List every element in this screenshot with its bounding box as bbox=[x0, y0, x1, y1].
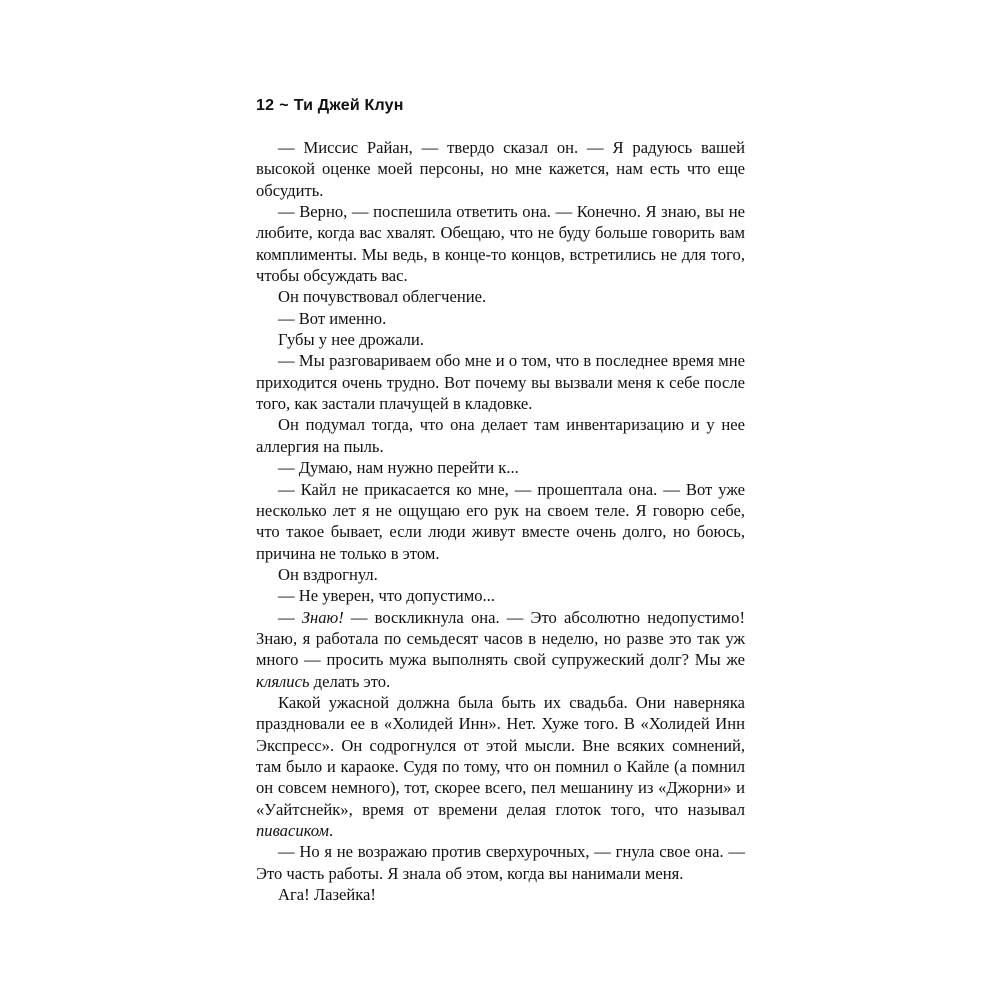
emphasis-text: пивасиком bbox=[256, 821, 330, 840]
header-separator: ~ bbox=[279, 97, 289, 114]
running-header bbox=[256, 97, 404, 115]
paragraph-text: делать это. bbox=[309, 671, 391, 691]
paragraph bbox=[256, 692, 745, 841]
paragraph: Он почувствовал облегчение. bbox=[278, 287, 487, 307]
paragraph: Ага! Лазейка! bbox=[278, 885, 376, 905]
paragraph-text: Какой ужасной должна была быть их свадьба. Они наверняка праздновали ее в «Холидей Инн». Нет. Хуже того. В «Холидей Инн Экспресс». Он содрогнулся от этой мысли. Вне всяких сомнений, там было и караоке. Судя по тому, что он помнил о Кайле (а помнил он совсем немного), тот, скорее всего, пел мешанину из «Джорни» и «Уайтснейк», время от времени делая глоток того, что называл bbox=[256, 692, 745, 819]
paragraph: — Не уверен, что допустимо... bbox=[278, 586, 495, 606]
paragraph: — Миссис Райан, — твердо сказал он. — Я радуюсь вашей высокой оценке моей персоны, но мне кажется, нам есть что еще обсудить. bbox=[256, 138, 745, 200]
paragraph: — Верно, — поспешила ответить она. — Конечно. Я знаю, вы не любите, когда вас хвалят. Обещаю, что не буду больше говорить вам комплименты. Мы ведь, в конце-то концов, встретились не для того, чтобы обсуждать вас. bbox=[256, 202, 745, 286]
body-text bbox=[256, 137, 745, 905]
page-number: 12 bbox=[256, 97, 275, 114]
paragraph: — Но я не возражаю против сверхурочных, — гнула свое она. — Это часть работы. Я знала об этом, когда вы нанимали меня. bbox=[256, 842, 745, 883]
paragraph: Он подумал тогда, что она делает там инвентаризацию и у нее аллергия на пыль. bbox=[256, 415, 745, 456]
paragraph-text: . bbox=[329, 821, 334, 840]
paragraph: — Вот именно. bbox=[278, 308, 387, 328]
emphasis-text: клялись bbox=[256, 671, 310, 691]
paragraph bbox=[256, 607, 745, 692]
header-author: Ти Джей Клун bbox=[293, 97, 404, 114]
paragraph: Губы у нее дрожали. bbox=[278, 330, 424, 350]
paragraph-text: — bbox=[278, 607, 302, 627]
paragraph: Он вздрогнул. bbox=[278, 564, 378, 584]
paragraph: — Мы разговариваем обо мне и о том, что в последнее время мне приходится очень трудно. Вот почему вы вызвали меня к себе после того, как застали плачущей в кладовке. bbox=[256, 351, 745, 414]
paragraph-text: — воскликнула она. — Это абсолютно недопустимо! Знаю, я работала по семьдесят часов в неделю, но разве это так уж много — просить мужа выполнять свой супружеский долг? Мы же bbox=[256, 607, 745, 670]
paragraph: — Думаю, нам нужно перейти к... bbox=[278, 458, 519, 478]
emphasis-text: Знаю! bbox=[301, 607, 344, 627]
paragraph: — Кайл не прикасается ко мне, — прошептала она. — Вот уже несколько лет я не ощущаю его рук на своем теле. Я говорю себе, что такое бывает, если люди живут вместе очень долго, но боюсь, причина не только в этом. bbox=[256, 479, 745, 563]
